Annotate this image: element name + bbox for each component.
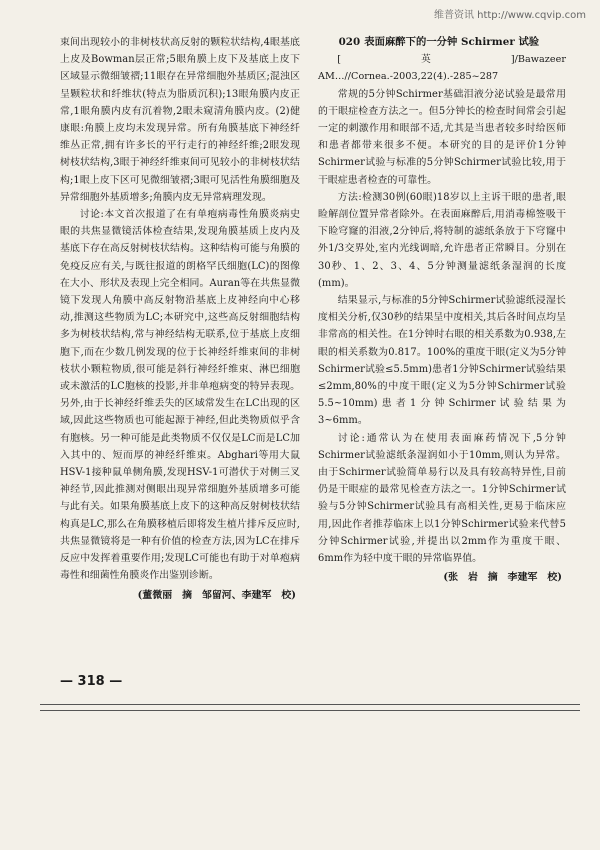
right-credit: (张 岩 摘 李建军 校) bbox=[443, 572, 562, 584]
left-credit: (董微丽 摘 邹留河、李建军 校) bbox=[137, 589, 296, 601]
left-paragraph-discussion: 讨论:本文首次报道了在有单疱病毒性角膜炎病史眼的共焦显微镜活体检查结果,发现角膜基质上皮内及基底下存在高反射树枝状结构。这种结构可能与角膜的免疫反应有关,与既往报道的朗格罕氏细胞(LC)的图像在大小、形状及表现上完全相同。Auran等在共焦显微镜下发现人角膜中高反射物沿基底上皮神经向中心移动,推测这些物质为LC;本研究中,这些高反射细胞结构多为树枝状结构,常与神经结构无联系,位于基底上皮细胞下,而在少数几例发现的位于长神经纤维束间的非树枝状小颗粒物质,很可能是斜行神经纤维束、淋巴细胞或未激活的LC胞核的投影,并非单疱病变的特异表现。另外,由于长神经纤维丢失的区域常发生在LC出现的区域,因此这些物质也可能起源于神经,但此类物质似乎含有胞核。另一种可能是此类物质不仅仅是LC而是LC加入其中的、短而厚的神经纤维束。Abghari等用大鼠HSV-1接种鼠单侧角膜,发现HSV-1可潜伏于对侧三叉神经节,因此推测对侧眼出现异常细胞外基质增多可能与此有关。如果角膜基底上皮下的这种高反射树枝状结构真是LC,那么在角膜移植后即将发生植片排斥反应时,共焦显微镜将是一种有价值的检查方法,因为LC在排斥反应中发挥着重要作用;发现LC可能也有助于对单疱病毒性和细菌性角膜炎作出鉴别诊断。 bbox=[60, 209, 300, 582]
left-column bbox=[60, 34, 300, 604]
article-source: [英]/Bawazeer AM…//Cornea.-2003,22(4).-285~287 bbox=[318, 54, 566, 83]
footer-divider bbox=[40, 704, 580, 705]
article-heading bbox=[318, 34, 566, 51]
right-paragraph-discussion: 讨论:通常认为在使用表面麻药情况下,5分钟Schirmer试验滤纸条湿润如小于10mm,则认为异常。由于Schirmer试验简单易行以及具有较高特异性,目前仍是干眼症的最常见检查方法之一。1分钟Schirmer试验与5分钟Schirmer试验具有高相关性,更易于临床应用,因此作者推荐临床上以1分钟Schirmer试验来代替5分钟Schirmer试验,并提出以2mm作为重度干眼、6mm作为轻中度干眼的异常临界值。 bbox=[318, 432, 566, 565]
right-paragraph-intro: 常规的5分钟Schirmer基础泪液分泌试验是最常用的干眼症检查方法之一。但5分钟长的检查时间常会引起一定的刺激作用和眼部不适,尤其是当患者较多时给医师和患者都带来很多不便。本研究的目的是评价1分钟Schirmer试验与标准的5分钟Schirmer试验比较,用于干眼症患者检查的可靠性。 bbox=[318, 88, 566, 186]
article-title: 表面麻醉下的一分钟 Schirmer 试验 bbox=[364, 36, 540, 48]
article-number: 020 bbox=[338, 36, 361, 48]
page-number: — 318 — bbox=[60, 674, 123, 689]
left-paragraph-results: 束间出现较小的非树枝状高反射的颗粒状结构,4眼基底上皮及Bowman层正常;5眼角膜上皮下及基底上皮下区域显示微细皱褶;11眼存在异常细胞外基质区;混浊区呈颗粒状和纤维状(特点为脂质沉积);13眼角膜内皮正常,1眼角膜内皮有沉着物,2眼未窥清角膜内皮。(2)健康眼:角膜上皮均未发现异常。所有角膜基底下神经纤维丛正常,拥有许多长的平行走行的神经纤维;2眼发现树枝状结构,3眼于神经纤维束间可见较小的非树枝状结构;1眼上皮下区可见微细皱褶;3眼可见活性角膜细胞及异常细胞外基质增多;角膜内皮无异常病理发现。 bbox=[60, 37, 300, 203]
right-paragraph-methods: 方法:检测30例(60眼)18岁以上主诉干眼的患者,眼睑解剖位置异常者除外。在表面麻醉后,用消毒棉签吸干下睑穹窿的泪液,2分钟后,将特制的滤纸条放于下穹窿中外1/3交界处,室内光线调暗,允许患者正常瞬目。分别在30秒、1、2、3、4、5分钟测量滤纸条湿润的长度(mm)。 bbox=[318, 191, 566, 289]
footer-divider-lower bbox=[40, 710, 580, 711]
watermark: 维普资讯 http://www.cqvip.com bbox=[433, 10, 586, 21]
right-paragraph-results: 结果显示,与标准的5分钟Schirmer试验滤纸浸湿长度相关分析,仅30秒的结果呈中度相关,其后各时间点均呈非常高的相关性。在1分钟时右眼的相关系数为0.938,左眼的相关系数为0.817。100%的重度干眼(定义为5分钟Schirmer试验≤5.5mm)患者1分钟Schirmer试验结果≤2mm,80%的中度干眼(定义为5分钟Schirmer试验5.5~10mm)患者1分钟Schirmer试验结果为3~6mm。 bbox=[318, 295, 566, 427]
right-column bbox=[318, 34, 566, 587]
